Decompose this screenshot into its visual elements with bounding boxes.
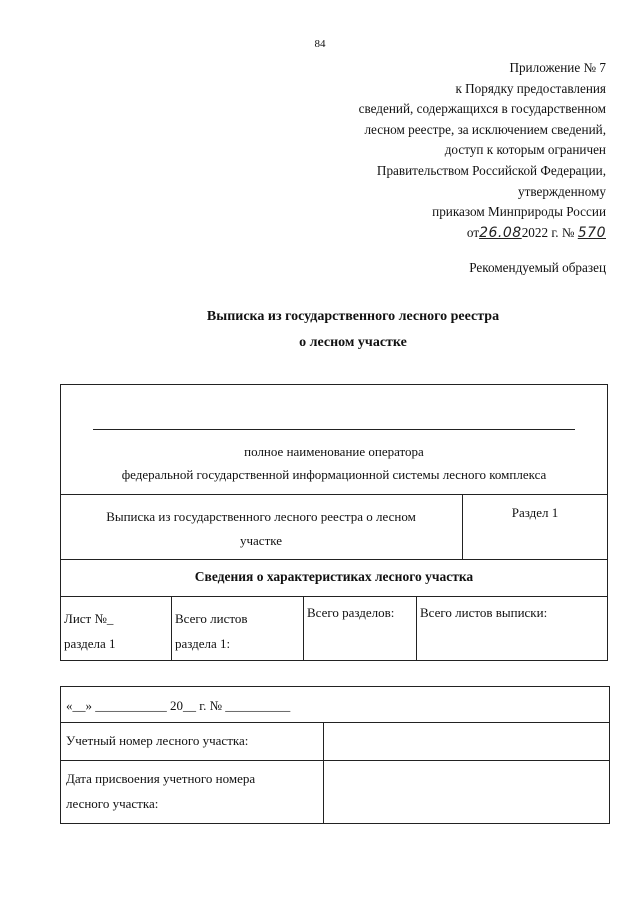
handwritten-number: 570: [577, 224, 606, 241]
operator-caption-2: федеральной государственной информационной системы лесного комплекса: [121, 467, 547, 482]
divider: [60, 596, 608, 597]
recommended-sample: Рекомендуемый образец: [469, 260, 606, 275]
extract-label-1: Выписка из государственного лесного реестра о лесном: [106, 509, 416, 524]
divider: [60, 760, 610, 761]
total-extract-sheets-label: Всего листов выписки:: [420, 605, 548, 620]
appendix-line: лесном реестре, за исключением сведений,: [364, 121, 606, 137]
divider: [60, 559, 608, 560]
divider: [60, 722, 610, 723]
total-sections-label: Всего разделов:: [307, 605, 395, 620]
operator-name-line: [93, 429, 575, 430]
appendix-date-line: [359, 223, 606, 244]
divider: [323, 722, 324, 824]
appendix-header: [359, 58, 606, 243]
page-number: 84: [314, 38, 326, 50]
title-line-2: о лесном участке: [299, 335, 407, 350]
characteristics-heading: Сведения о характеристиках лесного участка: [194, 569, 474, 584]
appendix-line: сведений, содержащихся в государственном: [358, 101, 606, 117]
assign-date-label-2: лесного участка:: [66, 796, 159, 811]
assign-date-label-1: Дата присвоения учетного номера: [66, 771, 256, 786]
appendix-line: утвержденному: [517, 183, 606, 199]
handwritten-date: 26.08: [479, 224, 522, 241]
sheet-number-label-2: раздела 1: [64, 636, 116, 651]
sheet-number-label-1: Лист №_: [64, 611, 114, 626]
title-line-1: Выписка из государственного лесного реестра: [206, 309, 500, 324]
appendix-line: доступ к которым ограничен: [444, 142, 606, 158]
section-label: Раздел 1: [511, 505, 559, 520]
appendix-line: Приложение № 7: [509, 60, 606, 75]
date-prefix: от: [466, 224, 480, 240]
date-number-line: «__» ___________ 20__ г. № __________: [66, 698, 291, 713]
divider: [60, 494, 608, 495]
total-sheets-label-2: раздела 1:: [175, 636, 231, 651]
date-year: 2022 г. №: [521, 224, 575, 240]
divider: [171, 596, 172, 661]
divider: [303, 596, 304, 661]
total-sheets-label-1: Всего листов: [175, 611, 248, 626]
account-number-label: Учетный номер лесного участка:: [66, 733, 249, 748]
divider: [416, 596, 417, 661]
appendix-line: приказом Минприроды России: [432, 204, 606, 220]
extract-label-2: участке: [239, 533, 283, 548]
operator-caption-1: полное наименование оператора: [244, 444, 424, 459]
appendix-line: Правительством Российской Федерации,: [376, 162, 606, 178]
appendix-line: к Порядку предоставления: [455, 80, 606, 96]
